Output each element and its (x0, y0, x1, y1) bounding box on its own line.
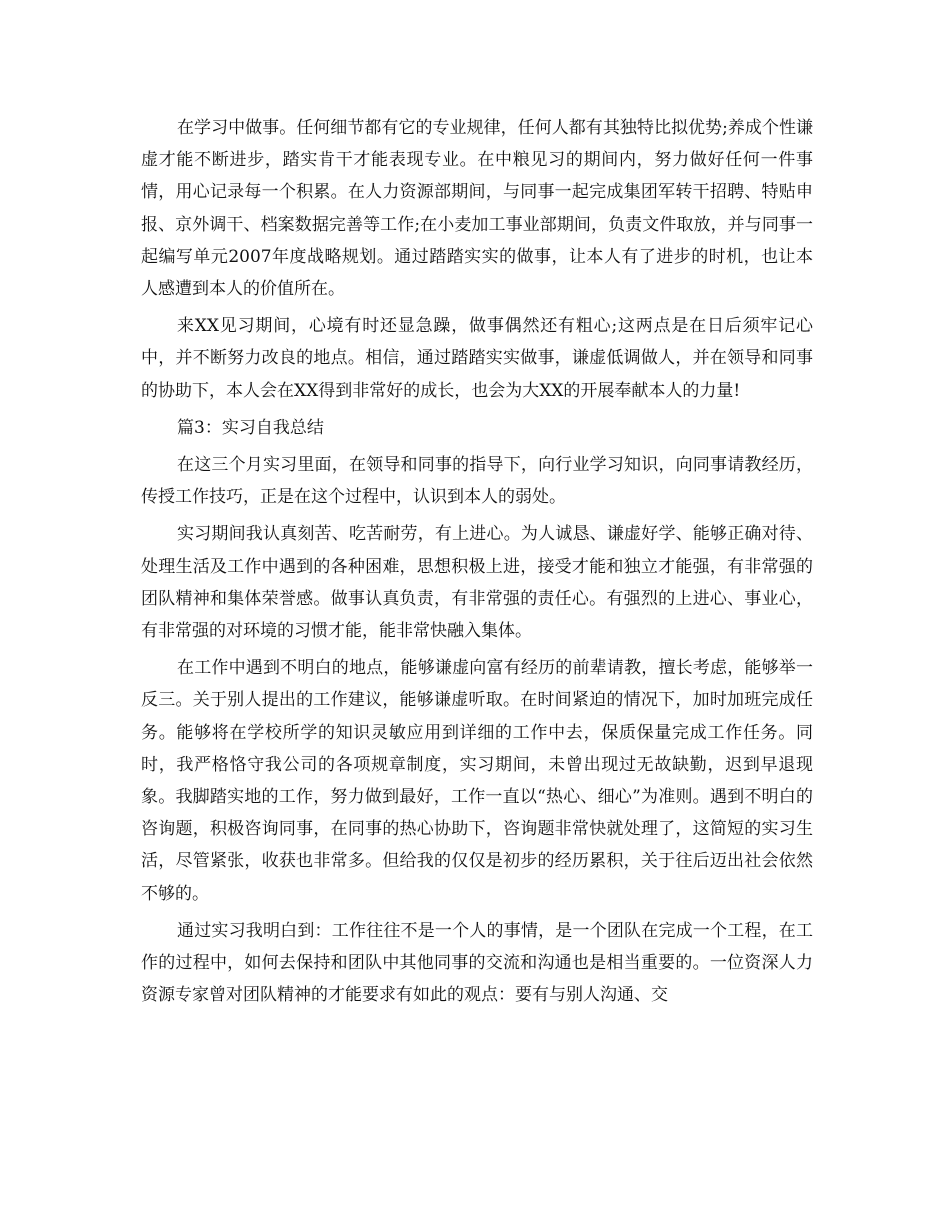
document-page (141, 112, 813, 1016)
section-heading: 篇3：实习自我总结 (177, 417, 324, 438)
paragraph-4: 实习期间我认真刻苦、吃苦耐劳，有上进心。为人诚恳、谦虚好学、能够正确对待、处理生活及工作中遇到的各种困难，思想积极上进，接受才能和独立才能强，有非常强的团队精神和集体荣誉感。做事认真负责，有非常强的责任心。有强烈的上进心、事业心，有非常强的对环境的习惯才能，能非常快融入集体。 (141, 524, 813, 642)
paragraph-5: 在工作中遇到不明白的地点，能够谦虚向富有经历的前辈请教，擅长考虑，能够举一反三。关于别人提出的工作建议，能够谦虚听取。在时间紧迫的情况下，加时加班完成任务。能够将在学校所学的知识灵敏应用到详细的工作中去，保质保量完成工作任务。同时，我严格恪守我公司的各项规章制度，实习期间，未曾出现过无故缺勤，迟到早退现象。我脚踏实地的工作，努力做到最好，工作一直以“热心、细心”为准则。遇到不明白的咨询题，积极咨询同事，在同事的热心协助下，咨询题非常快就处理了，这简短的实习生活，尽管紧张，收获也非常多。但给我的仅仅是初步的经历累积，关于往后迈出社会依然不够的。 (141, 658, 813, 904)
paragraph-1: 在学习中做事。任何细节都有它的专业规律，任何人都有其独特比拟优势;养成个性谦虚才能不断进步，踏实肯干才能表现专业。在中粮见习的期间内，努力做好任何一件事情，用心记录每一个积累。在人力资源部期间，与同事一起完成集团军转干招聘、特贴申报、京外调干、档案数据完善等工作;在小麦加工事业部期间，负责文件取放，并与同事一起编写单元2007年度战略规划。通过踏踏实实的做事，让本人有了进步的时机，也让本人感遭到本人的价值所在。 (141, 118, 813, 300)
paragraph-3: 在这三个月实习里面，在领导和同事的指导下，向行业学习知识，向同事请教经历，传授工作技巧，正是在这个过程中，认识到本人的弱处。 (141, 455, 813, 508)
paragraph-6: 通过实习我明白到：工作往往不是一个人的事情，是一个团队在完成一个工程，在工作的过程中，如何去保持和团队中其他同事的交流和沟通也是相当重要的。一位资深人力资源专家曾对团队精神的才能要求有如此的观点：要有与别人沟通、交 (141, 920, 813, 1006)
paragraph-2: 来XX见习期间，心境有时还显急躁，做事偶然还有粗心;这两点是在日后须牢记心中，并不断努力改良的地点。相信，通过踏踏实实做事，谦虚低调做人，并在领导和同事的协助下，本人会在XX得到非常好的成长，也会为大XX的开展奉献本人的力量! (141, 316, 813, 401)
